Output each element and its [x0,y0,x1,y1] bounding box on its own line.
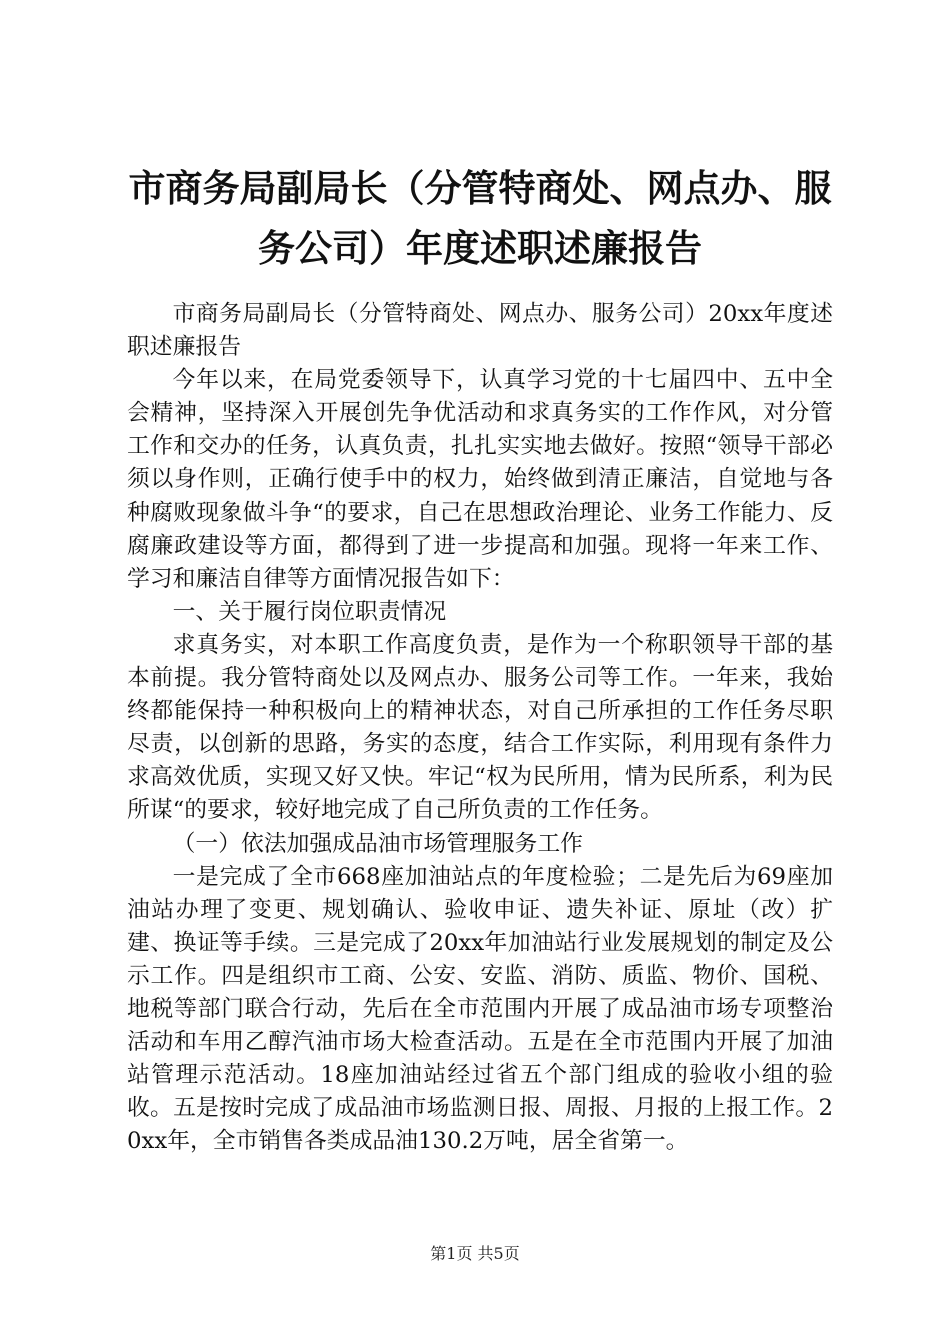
paragraph-oil-market: 一是完成了全市668座加油站点的年度检验；二是先后为69座加油站办理了变更、规划确认、验收申证、遗失补证、原址（改）扩建、换证等手续。三是完成了20xx年加油站行业发展规划的制定及公示工作。四是组织市工商、公安、安监、消防、质监、物价、国税、地税等部门联合行动，先后在全市范围内开展了成品油市场专项整治活动和车用乙醇汽油市场大检查活动。五是在全市范围内开展了加油站管理示范活动。18座加油站经过省五个部门组成的验收小组的验收。五是按时完成了成品油市场监测日报、周报、月报的上报工作。20xx年，全市销售各类成品油130.2万吨，居全省第一。 [127,863,833,1155]
paragraph-intro: 今年以来，在局党委领导下，认真学习党的十七届四中、五中全会精神，坚持深入开展创先争优活动和求真务实的工作作风，对分管工作和交办的任务，认真负责，扎扎实实地去做好。按照“领导干部必须以身作则，正确行使手中的权力，始终做到清正廉洁，自觉地与各种腐败现象做斗争“的要求，自己在思想政治理论、业务工作能力、反腐廉政建设等方面，都得到了进一步提高和加强。现将一年来工作、学习和廉洁自律等方面情况报告如下： [127,367,833,592]
paragraph-duties: 求真务实，对本职工作高度负责，是作为一个称职领导干部的基本前提。我分管特商处以及网点办、服务公司等工作。一年来，我始终都能保持一种积极向上的精神状态，对自己所承担的工作任务尽职尽责，以创新的思路，务实的态度，结合工作实际，利用现有条件力求高效优质，实现又好又快。牢记“权为民所用，情为民所系，利为民所谋“的要求，较好地完成了自己所负责的工作任务。 [127,631,833,824]
subsection-heading-1: （一）依法加强成品油市场管理服务工作 [172,830,583,857]
section-heading-1: 一、关于履行岗位职责情况 [172,598,447,625]
page-footer: 第1页 共5页 [430,1244,520,1263]
document-body [127,298,833,1158]
document-title: 市商务局副局长（分管特商处、网点办、服务公司）年度述职述廉报告 [128,166,832,270]
paragraph-subtitle: 市商务局副局长（分管特商处、网点办、服务公司）20xx年度述职述廉报告 [127,301,833,361]
